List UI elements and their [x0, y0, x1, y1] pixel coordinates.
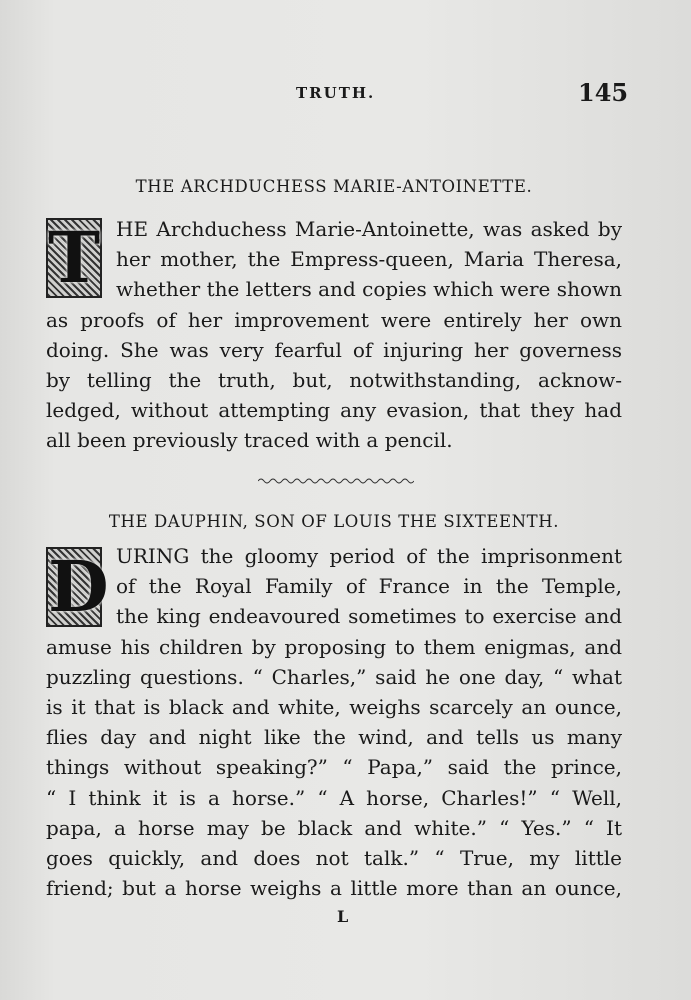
running-title: TRUTH.: [296, 84, 376, 102]
text-line: URING the gloomy period of the imprisonment: [116, 544, 622, 568]
text-line: the king endeavoured sometimes to exercise and: [116, 604, 622, 629]
section-archduchess: [46, 174, 622, 456]
running-head: [0, 78, 691, 108]
text-line: amuse his children by proposing to them enigmas, and: [46, 634, 622, 659]
signature-mark: L: [337, 907, 349, 926]
text-line: doing. She was very fearful of injuring her governess: [46, 337, 622, 362]
text-line: papa, a horse may be black and white.” “ Yes.” “ It: [46, 815, 622, 840]
section-body: [46, 541, 622, 903]
text-line: her mother, the Empress-queen, Maria Theresa,: [116, 247, 622, 272]
text-line: all been previously traced with a pencil.: [46, 428, 453, 453]
text-line: is it that is black and white, weighs scarcely an ounce,: [46, 695, 622, 720]
text-line: by telling the truth, but, notwithstanding, acknow-: [46, 368, 622, 393]
dropcap-letter: D: [48, 545, 109, 628]
section-body: [46, 214, 622, 456]
text-line: HE Archduchess Marie-Antoinette, was asked by: [116, 217, 622, 241]
text-line: goes quickly, and does not talk.” “ True, my little: [46, 846, 622, 871]
section-dauphin: [46, 509, 622, 903]
text-line: puzzling questions. “ Charles,” said he one day, “ what: [46, 664, 622, 689]
ornamental-divider: [258, 476, 414, 486]
section-title: THE ARCHDUCHESS MARIE-ANTOINETTE.: [135, 177, 533, 196]
page-number: 145: [578, 78, 629, 107]
text-line: whether the letters and copies which were shown: [116, 277, 622, 302]
text-line: “ I think it is a horse.” “ A horse, Charles!” “ Well,: [46, 785, 622, 810]
ornamental-dropcap: [46, 545, 109, 628]
section-title: THE DAUPHIN, SON OF LOUIS THE SIXTEENTH.: [108, 512, 560, 531]
paragraph: [46, 541, 622, 903]
text-line: things without speaking?” “ Papa,” said the prince,: [46, 755, 622, 780]
text-line: ledged, without attempting any evasion, that they had: [46, 398, 622, 423]
text-line: friend; but a horse weighs a little more than an ounce,: [46, 876, 622, 901]
text-line: as proofs of her improvement were entirely her own: [46, 307, 622, 332]
ornamental-dropcap: [46, 218, 102, 298]
text-line: of the Royal Family of France in the Temple,: [116, 574, 622, 599]
dropcap-letter: T: [48, 216, 101, 299]
text-line: flies day and night like the wind, and tells us many: [46, 725, 622, 750]
paragraph: [46, 214, 622, 456]
